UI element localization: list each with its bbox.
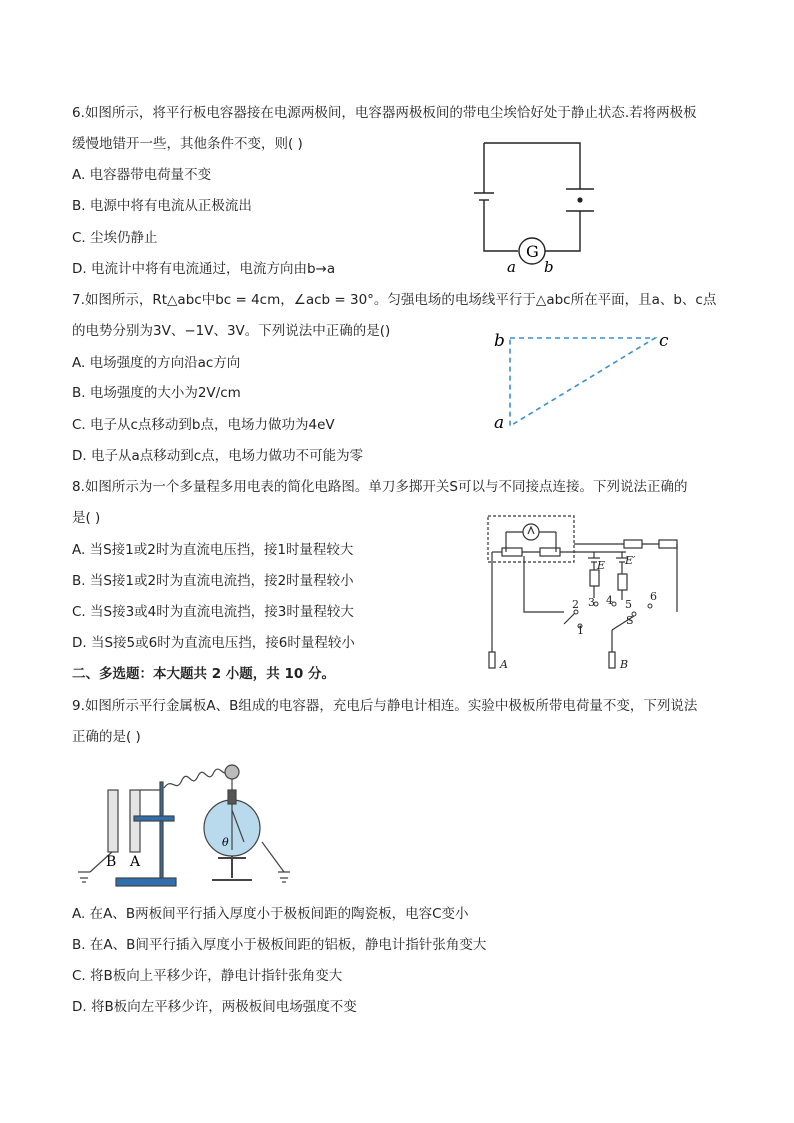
- q6-circuit-figure: [470, 135, 600, 280]
- q7-option-c: C. 电子从c点移动到b点，电场力做功为4eV: [72, 417, 335, 433]
- q6-option-b: B. 电源中将有电流从正极流出: [72, 198, 252, 214]
- q8-stem-line2: 是( ): [72, 510, 101, 526]
- q8-terminal-a: A: [500, 658, 508, 671]
- q8-label-2: 2: [572, 598, 579, 611]
- galvanometer-label: G: [526, 242, 539, 261]
- q9-electroscope-figure: [72, 760, 302, 890]
- q7-triangle-figure: [490, 326, 680, 436]
- q9-stem-line2: 正确的是( ): [72, 729, 141, 745]
- dust-particle: [577, 197, 582, 202]
- q9-plate-b-label: B: [106, 854, 117, 870]
- q7-vertex-c: c: [659, 331, 669, 351]
- q9-option-b: B. 在A、B间平行插入厚度小于极板间距的铝板，静电计指针张角变大: [72, 937, 487, 953]
- q6-option-c: C. 尘埃仍静止: [72, 230, 158, 246]
- q8-label-3: 3: [588, 596, 595, 609]
- q8-option-d: D. 当S接5或6时为直流电压挡，接6时量程较小: [72, 635, 355, 651]
- q7-option-a: A. 电场强度的方向沿ac方向: [72, 355, 241, 371]
- q8-multimeter-circuit-figure: [484, 512, 684, 677]
- q7-vertex-a: a: [494, 413, 505, 433]
- q6-point-b: b: [544, 258, 554, 276]
- q9-option-d: D. 将B板向左平移少许，两极板间电场强度不变: [72, 999, 357, 1015]
- q6-stem-line1: 6.如图所示，将平行板电容器接在电源两极间，电容器两极板间的带电尘埃恰好处于静止状态.若将两极板: [72, 105, 697, 121]
- q8-label-5: 5: [625, 598, 632, 611]
- q6-option-d: D. 电流计中将有电流通过，电流方向由b→a: [72, 261, 336, 277]
- q6-option-a: A. 电容器带电荷量不变: [72, 167, 212, 183]
- q6-stem-line2: 缓慢地错开一些，其他条件不变，则( ): [72, 136, 303, 152]
- section-2-heading: 二、多选题：本大题共 2 小题，共 10 分。: [72, 666, 335, 682]
- q8-label-e2: E′: [625, 554, 636, 567]
- q9-option-a: A. 在A、B两板间平行插入厚度小于极板间距的陶瓷板，电容C变小: [72, 906, 469, 922]
- q8-label-s: S: [626, 614, 634, 627]
- q8-option-c: C. 当S接3或4时为直流电流挡，接3时量程较大: [72, 604, 354, 620]
- q8-stem-line1: 8.如图所示为一个多量程多用电表的简化电路图。单刀多掷开关S可以与不同接点连接。下列说法正确的: [72, 479, 688, 495]
- q8-option-b: B. 当S接1或2时为直流电流挡，接2时量程较小: [72, 573, 354, 589]
- q6-point-a: a: [507, 258, 516, 276]
- q7-stem-line1: 7.如图所示，Rt△abc中bc = 4cm，∠acb = 30°。匀强电场的电场线平行于△abc所在平面，且a、b、c点: [72, 292, 717, 308]
- q8-label-e1: E: [597, 559, 606, 572]
- q8-label-4: 4: [606, 594, 613, 607]
- q8-option-a: A. 当S接1或2时为直流电压挡，接1时量程较大: [72, 542, 354, 558]
- q7-vertex-b: b: [494, 331, 505, 351]
- q7-option-d: D. 电子从a点移动到c点，电场力做功不可能为零: [72, 448, 364, 464]
- q8-label-1: 1: [577, 624, 584, 637]
- q9-stem-line1: 9.如图所示平行金属板A、B组成的电容器，充电后与静电计相连。实验中极板所带电荷量不变，下列说法: [72, 698, 698, 714]
- q7-option-b: B. 电场强度的大小为2V/cm: [72, 385, 241, 401]
- q8-label-6: 6: [650, 590, 657, 603]
- q9-angle-theta: θ: [222, 836, 229, 849]
- q8-terminal-b: B: [620, 658, 629, 671]
- q9-plate-a-label: A: [130, 854, 141, 870]
- q7-stem-line2: 的电势分别为3V、−1V、3V。下列说法中正确的是(): [72, 323, 391, 339]
- q9-option-c: C. 将B板向上平移少许，静电计指针张角变大: [72, 968, 343, 984]
